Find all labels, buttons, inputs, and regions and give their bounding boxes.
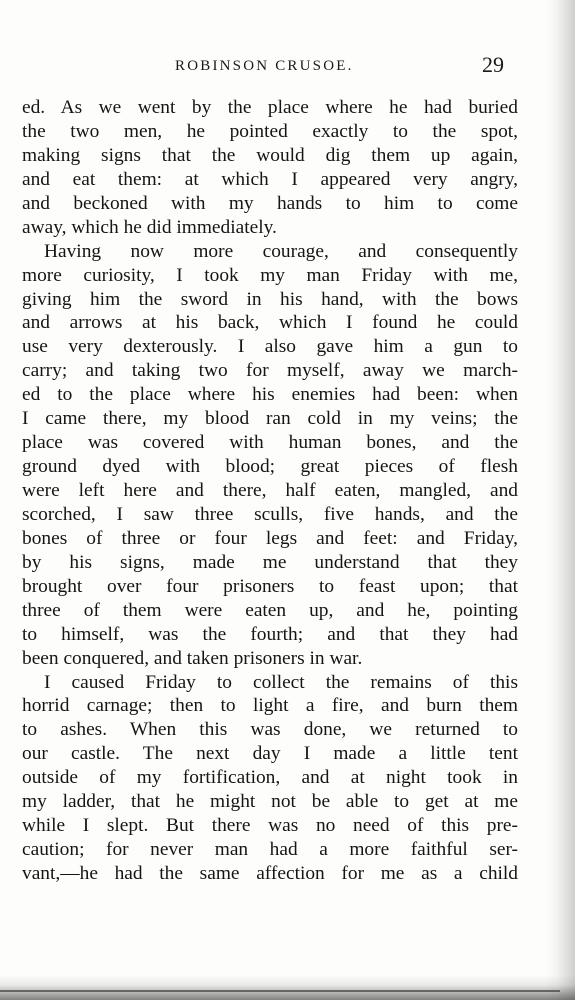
text-line: been conquered, and taken prisoners in war. — [22, 647, 363, 669]
text-line: and beckoned with my hands to him to come — [22, 192, 518, 214]
text-line: carry; and taking two for myself, away we march- — [22, 360, 518, 382]
page-bottom-edge — [0, 975, 575, 1000]
text-line: bones of three or four legs and feet: and Friday, — [22, 527, 518, 549]
text-line: vant,—he had the same affection for me as a child — [22, 863, 518, 884]
paragraph — [22, 240, 518, 671]
text-line: ed. As we went by the place where he had buried — [22, 97, 518, 118]
text-line: and arrows at his back, which I found he could — [22, 312, 518, 334]
text-line: use very dexterously. I also gave him a gun to — [22, 336, 518, 358]
text-line: more curiosity, I took my man Friday with me, — [22, 264, 518, 286]
text-line: to ashes. When this was done, we returned to — [22, 719, 518, 741]
text-line: giving him the sword in his hand, with the bows — [22, 288, 518, 310]
paragraph — [22, 671, 518, 886]
text-line: ground dyed with blood; great pieces of flesh — [22, 456, 518, 478]
text-line: place was covered with human bones, and the — [22, 432, 518, 454]
text-line: were left here and there, half eaten, mangled, and — [22, 480, 518, 501]
text-line: horrid carnage; then to light a fire, and burn them — [22, 695, 518, 717]
text-line: Having now more courage, and consequently — [44, 240, 518, 262]
running-head — [0, 52, 575, 82]
text-line: by his signs, made me understand that they — [22, 551, 518, 573]
text-line: my ladder, that he might not be able to get at me — [22, 791, 518, 813]
text-line: ed to the place where his enemies had been: when — [22, 384, 518, 406]
text-line: I caused Friday to collect the remains of this — [44, 671, 518, 693]
body-text — [22, 96, 518, 886]
running-title: ROBINSON CRUSOE. — [175, 58, 354, 74]
text-line: the two men, he pointed exactly to the spot, — [22, 120, 518, 142]
text-line: brought over four prisoners to feast upon; that — [22, 575, 518, 597]
paragraph — [22, 96, 518, 240]
text-line: away, which he did immediately. — [22, 216, 277, 238]
page-bottom-rule — [0, 990, 560, 992]
text-line: I came there, my blood ran cold in my veins; the — [22, 408, 518, 430]
text-line: our castle. The next day I made a little tent — [22, 743, 518, 765]
text-line: three of them were eaten up, and he, pointing — [22, 599, 518, 621]
text-line: to himself, was the fourth; and that they had — [22, 623, 518, 645]
text-line: caution; for never man had a more faithful ser- — [22, 839, 518, 861]
text-line: and eat them: at which I appeared very angry, — [22, 168, 518, 190]
page-edge-shadow — [545, 0, 575, 1000]
text-line: scorched, I saw three sculls, five hands, and the — [22, 503, 518, 525]
text-line: making signs that the would dig them up again, — [22, 144, 518, 166]
text-line: outside of my fortification, and at night took in — [22, 767, 518, 789]
page-number: 29 — [482, 52, 504, 77]
text-line: while I slept. But there was no need of this pre- — [22, 815, 518, 837]
